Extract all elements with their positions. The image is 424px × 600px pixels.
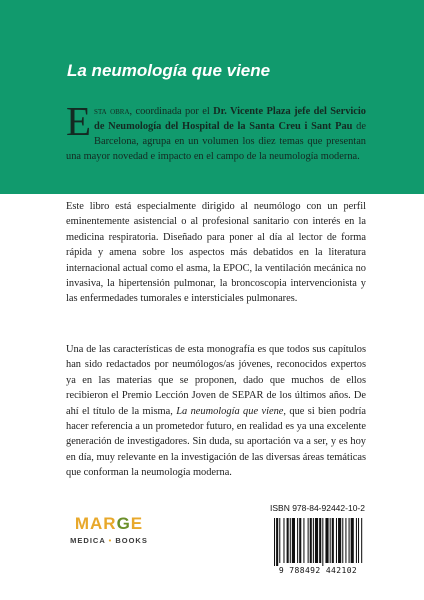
intro-smallcaps: sta obra — [94, 106, 130, 117]
logo-wordmark: MARGE — [74, 514, 144, 533]
barcode-bar — [322, 518, 323, 566]
barcode-bar — [310, 518, 312, 563]
logo-subline: MEDICA • BOOKS — [70, 536, 148, 545]
barcode-bar — [303, 518, 304, 563]
barcode-bar — [351, 518, 354, 563]
barcode-bar — [299, 518, 301, 563]
paragraph-2-title-ref: La neumología que viene — [176, 405, 284, 417]
intro-text-1: , coordinada por el — [129, 106, 214, 117]
barcode-bar — [338, 518, 341, 563]
barcode-bar — [283, 518, 284, 563]
barcode-bar — [274, 518, 275, 566]
barcode — [266, 514, 370, 577]
barcode-bar — [297, 518, 298, 563]
body-paragraph-1: Este libro está especialmente dirigido al neumólogo con un perfil eminentemente asistencial o al profesional sanitario con interés en la medicina respiratoria. Diseñado para poner al día al lector de forma rápida y amena sobre los aspectos más debatidos en la literatura internacional actual como el asma, la EPOC, la ventilación mecánica no invasiva, la hipertensión pulmonar, la broncoscopia intervencionista y las enfermedades tumorales e intersticiales pulmonares. — [66, 201, 366, 305]
barcode-bar — [361, 518, 362, 563]
paragraph-2-text-a: Una de las características de esta monografía es que todos sus capítulos han sido redactados por neumólogos/as jóvenes, reconocidos expertos ya en las materias que se proponen, dado que muchos de ellos recibieron el Premio Lección Joven de SEPAR de los últimos años. De ahí el título de la misma, — [66, 344, 366, 417]
barcode-bar — [358, 518, 359, 563]
barcode-bar — [349, 518, 350, 563]
body-paragraph-2 — [66, 342, 366, 481]
barcode-bar — [315, 518, 318, 563]
publisher-logo — [66, 514, 152, 552]
barcode-bar — [292, 518, 295, 563]
barcode-bar — [325, 518, 328, 563]
barcode-bar — [332, 518, 334, 563]
barcode-bar — [290, 518, 291, 563]
paragraph-2-text-b: , que si bien podría hacer referencia a un prometedor futuro, en realidad es ya una excelente generación de investigadores. Sin duda, su aportación va a ser, y es hoy en día, muy relevante en la investigación de las diversas áreas temáticas que conforman la neumología moderna. — [66, 405, 366, 479]
isbn-label: ISBN 978-84-92442-10-2 — [270, 503, 365, 513]
green-header-band — [0, 0, 424, 194]
barcode-bar — [319, 518, 321, 563]
book-title: La neumología que viene — [67, 61, 271, 80]
barcode-bar — [330, 518, 331, 563]
drop-cap: E — [66, 98, 92, 144]
barcode-bar — [313, 518, 314, 563]
barcode-bar — [279, 518, 280, 563]
barcode-bar — [342, 518, 343, 563]
barcode-bar — [336, 518, 337, 563]
barcode-bar — [287, 518, 289, 563]
barcode-bar — [345, 518, 346, 563]
intro-editor: Dr. Vicente Plaza jefe del Servicio de Neumología del Hospital de la Santa Creu i Sant Pau — [94, 106, 366, 132]
barcode-bar — [308, 518, 309, 563]
barcode-bar — [276, 518, 278, 566]
barcode-bar — [356, 518, 357, 563]
barcode-digits: 9 788492 442102 — [278, 566, 358, 575]
intro-text-2: de Barcelona, agrupa en un volumen los diez temas que presentan una mayor novedad e impacto en el campo de la neumología moderna. — [66, 121, 366, 162]
intro-paragraph — [66, 98, 366, 164]
